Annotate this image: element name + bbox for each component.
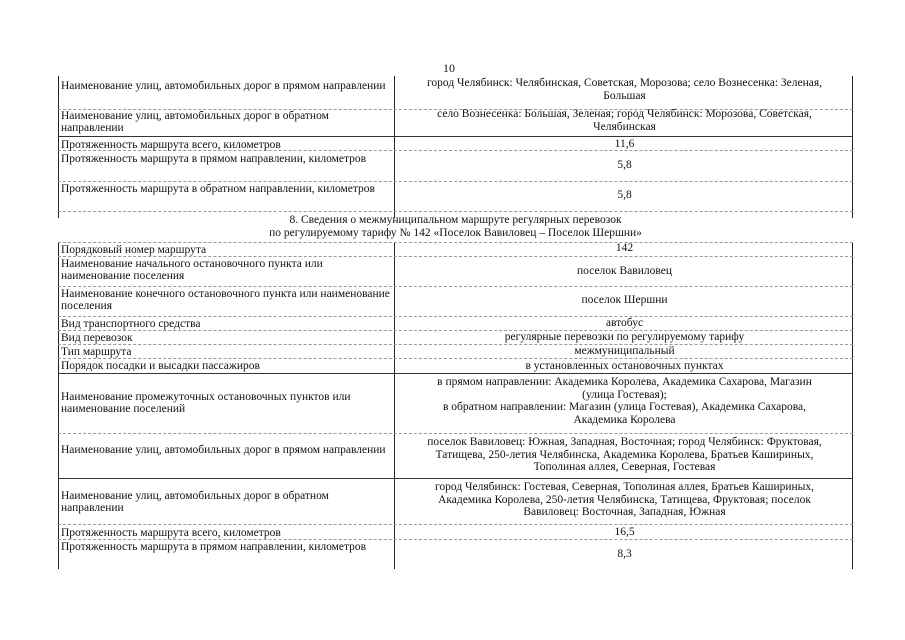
value-line: село Вознесенка: Большая, Зеленая; город Челябинск: Морозова, Советская, (437, 108, 812, 120)
value-line: Челябинская (593, 120, 656, 133)
value-line: 16,5 (614, 526, 635, 538)
row-divider (58, 256, 853, 257)
row-label: Вид перевозок (61, 332, 133, 344)
page-number: 10 (443, 61, 455, 75)
section-heading (58, 214, 853, 240)
value-line: 142 (615, 242, 634, 254)
row-value (397, 436, 852, 474)
table-left-border (58, 76, 59, 218)
row-value (397, 526, 852, 539)
row-value (397, 108, 852, 133)
value-line: в установленных остановочных пунктах (525, 360, 724, 372)
row-divider (58, 358, 853, 359)
table-right-border (852, 242, 853, 569)
row-divider (58, 211, 853, 212)
row-value (397, 481, 852, 519)
row-value (397, 294, 852, 307)
value-line: межмуниципальный (574, 345, 675, 357)
row-divider (58, 136, 853, 137)
value-line: город Челябинск: Гостевая, Северная, Тополиная аллея, Братьев Кашириных, (434, 481, 815, 493)
row-value (397, 159, 852, 172)
row-label: Наименование улиц, автомобильных дорог в прямом направлении (61, 444, 386, 456)
value-line: 8,3 (617, 548, 632, 560)
value-line: Татищева, 250-летия Челябинска, Академика Королева, Братьев Кашириных, (435, 448, 814, 461)
row-value (397, 360, 852, 373)
value-line: (улица Гостевая); (582, 388, 667, 401)
value-line: Академика Королева (573, 413, 676, 426)
value-line: поселок Вавиловец: Южная, Западная, Восточная; город Челябинск: Фруктовая, (427, 436, 822, 448)
row-label: Протяженность маршрута в прямом направлении, километров (61, 153, 367, 165)
row-divider (58, 478, 853, 479)
row-label: Вид транспортного средства (61, 318, 201, 330)
value-line: поселок Вавиловец (577, 265, 672, 277)
row-value (397, 548, 852, 561)
row-label: Наименование улиц, автомобильных дорог в прямом направлении (61, 80, 386, 92)
table-column-divider (394, 242, 395, 569)
value-line: поселок Шершни (581, 294, 668, 306)
value-line: 5,8 (617, 159, 632, 171)
row-label: Протяженность маршрута всего, километров (61, 527, 281, 539)
row-label: Тип маршрута (61, 346, 132, 358)
value-line: 5,8 (617, 189, 632, 201)
value-line: автобус (605, 317, 644, 329)
row-divider (58, 286, 853, 287)
section-heading-line: 8. Сведения о межмуниципальном маршруте регулярных перевозок (289, 214, 622, 226)
row-label: Протяженность маршрута всего, километров (61, 139, 281, 151)
row-value (397, 317, 852, 330)
value-line: город Челябинск: Челябинская, Советская, Морозова; село Вознесенка: Зеленая, (426, 77, 823, 89)
row-label: Наименование улиц, автомобильных дорог в обратном направлении (61, 110, 329, 134)
row-label: Порядковый номер маршрута (61, 244, 207, 256)
row-label: Наименование начального остановочного пункта или наименование поселения (61, 258, 323, 282)
section-heading-line: по регулируемому тарифу № 142 «Поселок Вавиловец – Поселок Шершни» (269, 227, 642, 239)
row-value (397, 77, 852, 102)
row-value (397, 189, 852, 202)
row-value (397, 242, 852, 255)
row-value (397, 331, 852, 344)
row-label: Протяженность маршрута в прямом направлении, километров (61, 541, 367, 553)
row-label: Наименование конечного остановочного пункта или наименование поселения (61, 288, 390, 312)
table-right-border (852, 76, 853, 218)
value-line: Вавиловец: Восточная, Западная, Южная (523, 506, 726, 518)
row-divider (58, 373, 853, 374)
row-value (397, 265, 852, 278)
value-line: Академика Королева, 250-летия Челябинска, Татищева, Фруктовая; поселок (438, 493, 811, 506)
row-divider (58, 433, 853, 434)
value-line: Большая (603, 89, 646, 102)
row-divider (58, 181, 853, 182)
row-divider (58, 539, 853, 540)
value-line: в прямом направлении: Академика Королева, Академика Сахарова, Магазин (437, 376, 812, 388)
row-label: Наименование улиц, автомобильных дорог в обратном направлении (61, 490, 329, 514)
row-label: Протяженность маршрута в обратном направлении, километров (61, 183, 375, 195)
row-value (397, 376, 852, 426)
row-value (397, 345, 852, 358)
value-line: Тополиная аллея, Северная, Гостевая (533, 461, 716, 473)
row-value (397, 138, 852, 151)
value-line: в обратном направлении: Магазин (улица Гостевая), Академика Сахарова, (442, 401, 807, 413)
table-left-border (58, 242, 59, 569)
value-line: 11,6 (614, 138, 635, 150)
value-line: регулярные перевозки по регулируемому тарифу (504, 331, 745, 343)
row-label: Наименование промежуточных остановочных пунктов или наименование поселений (61, 391, 351, 415)
row-divider (58, 524, 853, 525)
table-column-divider (394, 76, 395, 218)
row-label: Порядок посадки и высадки пассажиров (61, 360, 260, 372)
